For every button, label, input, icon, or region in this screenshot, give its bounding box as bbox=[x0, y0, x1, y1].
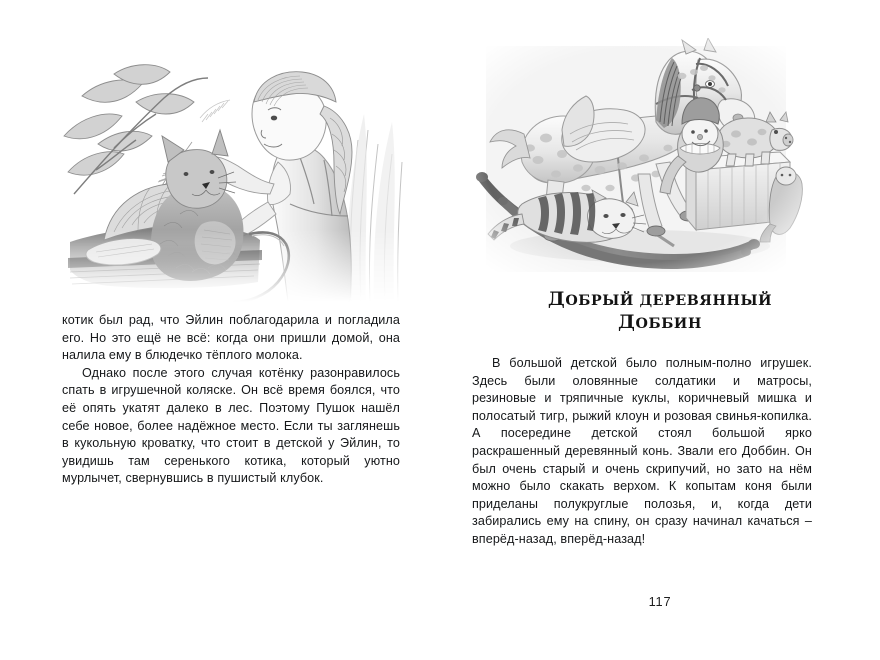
chapter-title bbox=[440, 289, 880, 335]
chapter-title-line1-rest: ОБРЫЙ ДЕРЕВЯННЫЙ bbox=[565, 293, 773, 309]
right-page bbox=[440, 0, 880, 660]
chapter-title-line1-initial: Д bbox=[547, 288, 566, 310]
chapter-title-line2-rest: ОББИН bbox=[635, 316, 702, 332]
page-number: 117 bbox=[648, 594, 672, 609]
paragraph: котик был рад, что Эйлин поблагодарила и погладила его. Но это ещё не всё: когда они пришли домой, она налила ему в блюдечко тёплого молока. bbox=[62, 313, 400, 363]
left-page-text bbox=[62, 312, 400, 488]
right-page-text bbox=[472, 355, 812, 549]
paragraph: В большой детской было полным-полно игрушек. Здесь были оловянные солдатики и матросы, резиновые и тряпичные куклы, коричневый мишка и полосатый тигр, рыжий клоун и розовая свинья-копилка. А посередине детской стоял большой ярко раскрашенный деревянный конь. Звали его Доббин. Он был очень старый и очень скрипучий, но зато на нём можно было скакать верхом. К копытам коня были приделаны полукруглые полозья, и, когда дети забирались ему на спину, он сразу начинал качаться – вперёд-назад, вперёд-назад! bbox=[472, 356, 812, 546]
paragraph: Однако после этого случая котёнку разонравилось спать в игрушечной коляске. Он всё время боялся, что её опять укатят далеко в лес. Поэтому Пушок нашёл себе новое, более надёжное место. Если ты заглянешь в кукольную кроватку, что стоит в детской у Эйлин, то увидишь там серенького котика, который уютно мурлычет, свернувшись в пушистый клубок. bbox=[62, 365, 400, 486]
illustration-girl-petting-kitten bbox=[52, 44, 404, 302]
chapter-title-line2 bbox=[440, 312, 880, 335]
illustration-rocking-horse bbox=[460, 38, 812, 284]
chapter-title-line2-initial: Д bbox=[618, 311, 636, 333]
chapter-title-line1 bbox=[440, 289, 880, 312]
